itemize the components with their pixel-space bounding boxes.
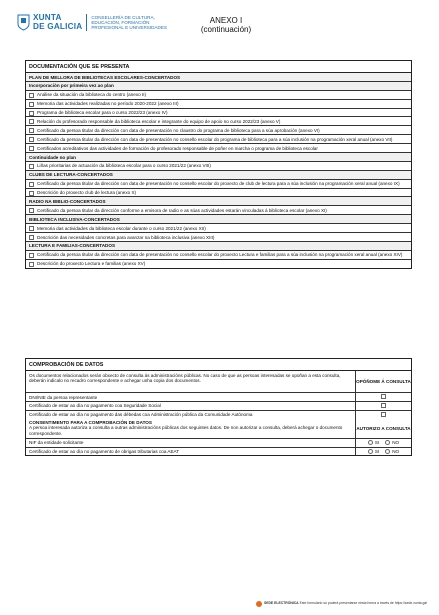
- footer-text: Este formulario só poderá presentarse nesta forma a través de https://sede.xunta.gal: [299, 601, 427, 606]
- document-row[interactable]: [26, 206, 411, 215]
- document-label: Liñas prioritarias de actuación da biblioteca escolar para o curso 2021/22 (anexo VIII): [37, 163, 211, 169]
- section-heading-row: [26, 153, 411, 162]
- no-label: NO: [392, 440, 400, 446]
- document-checkbox[interactable]: [29, 164, 34, 169]
- document-label: Incorporación por primeira vez ao plan: [29, 83, 114, 89]
- section-heading-row: [26, 242, 411, 251]
- logo-text: XUNTA DE GALICIA: [33, 13, 83, 31]
- document-checkbox[interactable]: [29, 128, 34, 133]
- document-row[interactable]: [26, 135, 411, 144]
- oppose-row-label: DNI/NIE da persoa representante: [29, 394, 98, 400]
- consent-title: CONSENTIMENTO PARA A COMPROBACIÓN DE DATOS: [29, 420, 152, 426]
- footer: [256, 601, 427, 607]
- document-row[interactable]: [26, 91, 411, 100]
- annex-heading: [186, 16, 266, 34]
- document-checkbox[interactable]: [29, 253, 34, 258]
- document-checkbox[interactable]: [29, 208, 34, 213]
- document-label: CLUBS DE LECTURA-CONCERTADOS: [29, 172, 113, 178]
- document-label: Relación do profesorado responsable da biblioteca escolar e integrante do equipo de apoio no curso 2022/23 (anexo V): [37, 118, 281, 124]
- annex-subtitle: (continuación): [200, 25, 252, 34]
- document-checkbox[interactable]: [29, 235, 34, 240]
- document-checkbox[interactable]: [29, 137, 34, 142]
- document-row[interactable]: [26, 100, 411, 109]
- document-label: Análise da situación da biblioteca do centro (anexo II): [37, 92, 147, 98]
- xunta-logo: [17, 14, 167, 31]
- yes-radio[interactable]: [368, 440, 373, 445]
- document-label: Memoria das actividades da biblioteca escolar durante o curso 2021/22 (anexo XII): [37, 225, 206, 231]
- no-radio[interactable]: [385, 449, 390, 454]
- coat-of-arms-icon: [17, 14, 30, 31]
- consent-row-label: Certificado de estar ao día no pagamento de obrigas tributarias coa AEAT: [29, 449, 180, 455]
- yes-radio[interactable]: [368, 449, 373, 454]
- document-label: Certificado da persoa titular da dirección conforme a emisora de radio e as súas actividades estarán vinculadas á biblioteca escolar (anexo XI): [37, 207, 327, 213]
- document-label: Descrición do proxecto Lectura e familias (anexo XV): [37, 261, 146, 267]
- document-checkbox[interactable]: [29, 262, 34, 267]
- oppose-row-label: Certificado de estar ao día no pagamento das débedas coa Administración pública da Comunidade Autónoma: [29, 412, 253, 418]
- no-option[interactable]: [385, 449, 399, 454]
- consent-row: [26, 448, 411, 456]
- oppose-row-label: Certificado de estar ao día no pagamento coa Seguridade Social: [29, 403, 161, 409]
- oppose-header: OPÓÑOME Á CONSULTA: [356, 378, 411, 384]
- consent-text: A persoa interesada autoriza a consulta a outras administracións públicas dos seguintes datos. De non autorizar a consulta, deberá achegar o documento correspondente.: [29, 425, 343, 436]
- no-label: NO: [392, 448, 400, 454]
- document-label: Certificado da persoa titular da dirección con data de presentación no consello escolar do proxecto Lectura e familias para a súa inclusión na programación xeral anual (anexo XIV): [37, 252, 403, 258]
- document-row[interactable]: [26, 260, 411, 268]
- oppose-checkbox[interactable]: [381, 412, 386, 417]
- verification-title: COMPROBACIÓN DE DATOS: [26, 359, 411, 371]
- document-label: Memoria das actividades realizadas no período 2020-2022 (anexo III): [37, 101, 179, 107]
- document-label: LECTURA E FAMILIAS-CONCERTADOS: [29, 243, 116, 249]
- documents-title: DOCUMENTACIÓN QUE SE PRESENTA: [26, 61, 411, 73]
- document-row[interactable]: [26, 126, 411, 135]
- section-heading-row: [26, 171, 411, 180]
- sede-icon: [256, 601, 262, 607]
- oppose-checkbox[interactable]: [381, 403, 386, 408]
- document-checkbox[interactable]: [29, 119, 34, 124]
- no-radio[interactable]: [385, 440, 390, 445]
- document-row[interactable]: [26, 162, 411, 171]
- document-checkbox[interactable]: [29, 93, 34, 98]
- document-checkbox[interactable]: [29, 191, 34, 196]
- document-label: Descrición do proxecto club de lectura (anexo X): [37, 190, 137, 196]
- section-heading-row: [26, 215, 411, 224]
- authorize-header: AUTORIZO A CONSULTA: [356, 425, 411, 431]
- document-label: Continuidade no plan: [29, 154, 76, 160]
- yes-label: SI: [374, 448, 380, 454]
- document-checkbox[interactable]: [29, 226, 34, 231]
- document-label: BIBLIOTECA INCLUSIVA-CONCERTADOS: [29, 216, 120, 222]
- yes-option[interactable]: [368, 449, 379, 454]
- document-checkbox[interactable]: [29, 111, 34, 116]
- oppose-row: [26, 393, 411, 402]
- document-row[interactable]: [26, 109, 411, 118]
- document-row[interactable]: [26, 180, 411, 189]
- footer-brand: SEDE ELECTRÓNICA: [263, 601, 299, 606]
- document-row[interactable]: [26, 144, 411, 153]
- consent-row-label: NIF da entidade solicitante: [29, 440, 84, 446]
- department-name: CONSELLERÍA DE CULTURA, EDUCACIÓN, FORMACIÓN PROFESIONAL E UNIVERSIDADES: [91, 15, 167, 30]
- section-heading-row: [26, 73, 411, 82]
- document-checkbox[interactable]: [29, 146, 34, 151]
- data-verification-section: [25, 358, 412, 456]
- document-row[interactable]: [26, 251, 411, 260]
- document-label: Programa de biblioteca escolar para o curso 2022/23 (anexo IV): [37, 110, 168, 116]
- document-checkbox[interactable]: [29, 102, 34, 107]
- document-row[interactable]: [26, 233, 411, 242]
- annex-title: ANEXO I: [209, 16, 243, 25]
- document-row[interactable]: [26, 224, 411, 233]
- document-label: RADIO NA BIBLIO-CONCERTADOS: [29, 198, 106, 204]
- document-label: Certificado da persoa titular da dirección con data de presentación no consello escolar do programa de biblioteca para a súa inclusión na programación xeral anual (anexo VII): [37, 136, 393, 142]
- section-heading-row: [26, 197, 411, 206]
- document-label: PLAN DE MELLORA DE BIBLIOTECAS ESCOLARES-CONCERTADOS: [29, 74, 181, 80]
- no-option[interactable]: [385, 440, 399, 445]
- document-label: Certificados acreditativos das actividades de formación do profesorado responsable de poñer en marcha o programa de biblioteca escolar: [37, 145, 318, 151]
- oppose-row: [26, 411, 411, 419]
- section-heading-row: [26, 82, 411, 91]
- document-row[interactable]: [26, 117, 411, 126]
- verification-intro: Os documentos relacionados serán obxecto de consulta ás administracións públicas. No caso de que as persoas interesadas se opoñan a esta consulta, deberán indicalo no recadro correspondente e achegar unha copia dos documentos.: [29, 372, 341, 383]
- yes-option[interactable]: [368, 440, 379, 445]
- document-label: Descrición das necesidades concretas para avanzar na biblioteca inclusiva (anexo XIII): [37, 234, 215, 240]
- consent-row: [26, 439, 411, 448]
- document-label: Certificado da persoa titular da dirección con data de presentación no claustro do programa de biblioteca para a súa aprobación (anexo VI): [37, 127, 320, 133]
- documents-section: [25, 60, 412, 269]
- oppose-row: [26, 402, 411, 411]
- document-row[interactable]: [26, 189, 411, 198]
- document-checkbox[interactable]: [29, 182, 34, 187]
- oppose-checkbox[interactable]: [381, 394, 386, 399]
- yes-label: SI: [374, 440, 380, 446]
- document-label: Certificado da persoa titular da dirección con data de presentación no consello escolar do proxecto de club de lectura para a súa inclusión na programación xeral anual (anexo IX): [37, 181, 400, 187]
